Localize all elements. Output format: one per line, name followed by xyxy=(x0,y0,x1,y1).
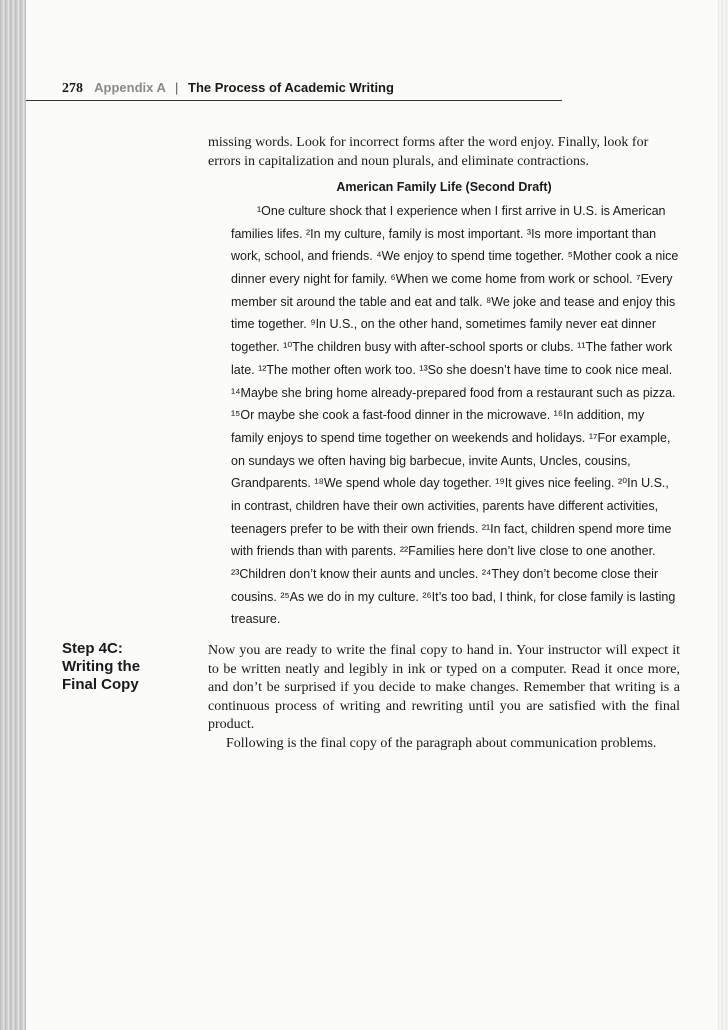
essay-line: ¹⁵Or maybe she cook a fast-food dinner in the microwave. ¹⁶In addition, my xyxy=(231,408,645,423)
essay-line: Grandparents. ¹⁸We spend whole day together. ¹⁹It gives nice feeling. ²⁰In U.S., xyxy=(231,476,669,491)
section-title: The Process of Academic Writing xyxy=(188,80,394,95)
appendix-label: Appendix A xyxy=(94,80,166,95)
running-head xyxy=(62,80,394,97)
essay-line: teenagers prefer to be with their own friends. ²¹In fact, children spend more time xyxy=(231,521,672,536)
scan-binding-edge xyxy=(0,0,26,1030)
essay-draft xyxy=(231,200,691,631)
essay-line: in contrast, children have their own activities, parents have different activities, xyxy=(231,498,659,513)
header-separator: | xyxy=(175,80,179,95)
step-paragraph: Now you are ready to write the final copy to hand in. Your instructor will expect it to be written neatly and legibly in ink or typed on a computer. Read it once more, and don’t be surprised if you decide to make changes. Remember that writing is a continuous process of writing and rewriting until you are satisfied with the final product. xyxy=(208,643,680,732)
step-heading-line: Final Copy xyxy=(62,676,139,693)
step-heading-line: Step 4C: xyxy=(62,640,123,657)
essay-line: ¹One culture shock that I experience when I first arrive in U.S. is American xyxy=(257,204,666,218)
intro-paragraph: missing words. Look for incorrect forms after the word enjoy. Finally, look for errors in capitalization and noun plurals, and eliminate contractions. xyxy=(208,135,649,169)
essay-line: late. ¹²The mother often work too. ¹³So she doesn’t have time to cook nice meal. xyxy=(231,362,673,377)
essay-line: with friends than with parents. ²²Families here don’t live close to one another. xyxy=(231,544,656,559)
essay-line: member sit around the table and eat and talk. ⁸We joke and tease and enjoy this xyxy=(231,294,676,309)
scan-right-edge xyxy=(718,0,728,1030)
step-body xyxy=(208,642,680,753)
header-rule xyxy=(26,100,562,101)
essay-line: treasure. xyxy=(231,612,281,627)
essay-line: dinner every night for family. ⁶When we come home from work or school. ⁷Every xyxy=(231,272,673,287)
essay-line: cousins. ²⁵As we do in my culture. ²⁶It’s too bad, I think, for close family is lasting xyxy=(231,589,676,604)
essay-line: ²³Children don’t know their aunts and uncles. ²⁴They don’t become close their xyxy=(231,567,659,581)
page-number: 278 xyxy=(62,81,83,96)
essay-line: time together. ⁹In U.S., on the other hand, sometimes family never eat dinner xyxy=(231,317,657,332)
essay-line: work, school, and friends. ⁴We enjoy to spend time together. ⁵Mother cook a nice xyxy=(231,249,679,264)
essay-line: family enjoys to spend time together on weekends and holidays. ¹⁷For example, xyxy=(231,430,671,445)
essay-title: American Family Life (Second Draft) xyxy=(336,180,552,194)
step-heading xyxy=(62,640,192,694)
essay-line: together. ¹⁰The children busy with after-school sports or clubs. ¹¹The father work xyxy=(231,340,673,355)
essay-line: ¹⁴Maybe she bring home already-prepared food from a restaurant such as pizza. xyxy=(231,385,676,400)
essay-line: families lifes. ²In my culture, family is most important. ³Is more important than xyxy=(231,226,657,241)
essay-line: on sundays we often having big barbecue, invite Aunts, Uncles, cousins, xyxy=(231,453,631,468)
step-heading-line: Writing the xyxy=(62,658,141,675)
step-paragraph: Following is the final copy of the paragraph about communication problems. xyxy=(226,735,657,751)
